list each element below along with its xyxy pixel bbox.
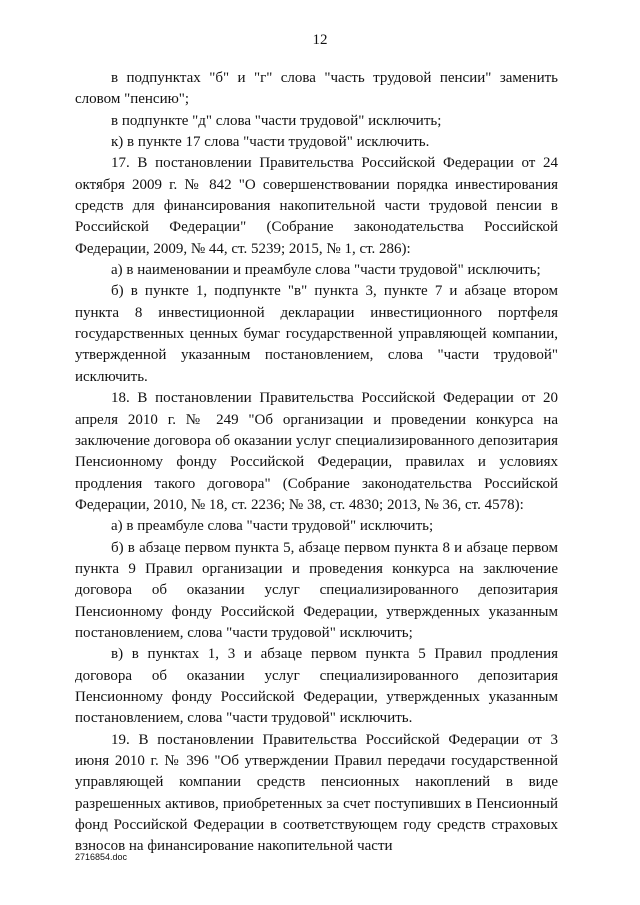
paragraph: в) в пунктах 1, 3 и абзаце первом пункта 5 Правил продления договора об оказании услуг специализированного депозитария Пенсионному фонду Российской Федерации, утвержденных указанным постановлением, слова "части трудовой" исключить. <box>75 646 558 727</box>
paragraph: 19. В постановлении Правительства Российской Федерации от 3 июня 2010 г. № 396 "Об утверждении Правил передачи государственной управляющей компании средств пенсионных накоплений в виде разрешенных активов, приобретенных за счет поступивших в Пенсионный фонд Российской Федерации в соответствующем году средств страховых взносов на финансирование накопительной части <box>75 731 558 855</box>
paragraph: б) в абзаце первом пункта 5, абзаце первом пункта 8 и абзаце первом пункта 9 Правил организации и проведения конкурса на заключение договора об оказании услуг специализированного депозитария Пенсионному фонду Российской Федерации, утвержденных указанным постановлением, слова "части трудовой" исключить; <box>75 539 558 641</box>
paragraph: б) в пункте 1, подпункте "в" пункта 3, пункте 7 и абзаце втором пункта 8 инвестиционной декларации инвестиционного портфеля государственных ценных бумаг государственной управляющей компании, утвержденной указанным постановлением, слова "части трудовой" исключить. <box>75 283 558 385</box>
paragraph: а) в наименовании и преамбуле слова "части трудовой" исключить; <box>111 262 541 279</box>
paragraph: а) в преамбуле слова "части трудовой" исключить; <box>111 518 434 535</box>
document-body <box>75 68 558 858</box>
file-name-footer: 2716854.doc <box>75 852 128 862</box>
paragraph: 17. В постановлении Правительства Российской Федерации от 24 октября 2009 г. № 842 "О совершенствовании порядка инвестирования средств для финансирования накопительной части трудовой пенсии в Российской Федерации" (Собрание законодательства Российской Федерации, 2009, № 44, ст. 5239; 2015, № 1, ст. 286): <box>75 155 558 257</box>
paragraph: 18. В постановлении Правительства Российской Федерации от 20 апреля 2010 г. № 249 "Об организации и проведении конкурса на заключение договора об оказании услуг специализированного депозитария Пенсионному фонду Российской Федерации, правилах и условиях продления такого договора" (Собрание законодательства Российской Федерации, 2010, № 18, ст. 2236; № 38, ст. 4830; 2013, № 36, ст. 4578): <box>75 390 558 513</box>
page-number: 12 <box>312 32 328 48</box>
paragraph: в подпункте "д" слова "части трудовой" исключить; <box>111 112 442 129</box>
paragraph: в подпунктах "б" и "г" слова "часть трудовой пенсии" заменить словом "пенсию"; <box>75 70 558 108</box>
paragraph: к) в пункте 17 слова "части трудовой" исключить. <box>111 134 430 151</box>
